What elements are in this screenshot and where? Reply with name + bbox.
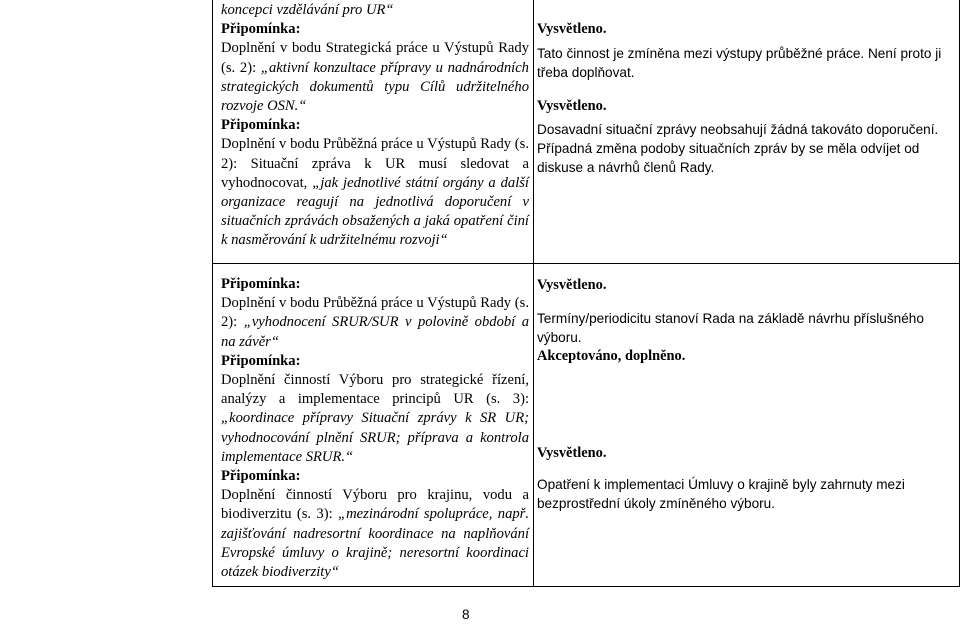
- row1-response-cell: [537, 20, 955, 177]
- comment-text: Doplnění v bodu Průběžná práce u Výstupů Rady (s. 2): „vyhodnocení SRUR/SUR v polovině období a na závěr“: [221, 295, 529, 350]
- status-text: Akceptováno, doplněno.: [537, 347, 686, 364]
- column-divider: [533, 0, 534, 587]
- row2-response-cell: [537, 276, 955, 513]
- comment-text: Doplnění činností Výboru pro strategické řízení, analýzy a implementace principů UR (s. 3): „koordinace přípravy Situační zprávy k SR UR; vyhodnocování plnění SRUR; příprava a kontrola implementace SRUR.“: [221, 372, 529, 465]
- response-label: Vysvětleno.: [537, 445, 607, 461]
- table-bottom-border: [212, 586, 960, 587]
- table-left-border: [212, 0, 213, 587]
- comment-label: Připomínka:: [221, 468, 301, 485]
- response-text: Termíny/periodicitu stanoví Rada na základě návrhu příslušného výboru.: [537, 310, 924, 345]
- comment-label: Připomínka:: [221, 117, 301, 134]
- response-text: Dosavadní situační zprávy neobsahují žádná takováto doporučení. Případná změna podoby situačních zpráv by se měla odvíjet od diskuse a návrhů členů Rady.: [537, 122, 939, 175]
- comment-label: Připomínka:: [221, 276, 301, 292]
- comment-label: Připomínka:: [221, 352, 301, 369]
- comment-label: Připomínka:: [221, 21, 301, 38]
- comment-text: Doplnění činností Výboru pro krajinu, vodu a biodiverzitu (s. 3): „mezinárodní spolupráce, např. zajišťování nadresortní koordinace na naplňování Evropské úmluvy o krajině; neresortní koordinaci otázek biodiverzity“: [221, 487, 530, 581]
- response-label: Vysvětleno.: [537, 277, 607, 293]
- response-text: Opatření k implementaci Úmluvy o krajině byly zahrnuty mezi bezprostřední úkoly zmíněného výboru.: [537, 476, 905, 511]
- row-divider: [212, 263, 960, 264]
- response-label: Vysvětleno.: [537, 97, 607, 114]
- comment-text: Doplnění v bodu Strategická práce u Výstupů Rady (s. 2): „aktivní konzultace přípravy u nadnárodních strategických dokumentů typu Cílů udržitelného rozvoje OSN.“: [221, 40, 529, 115]
- page-number: 8: [462, 607, 470, 622]
- row2-comments-cell: [221, 275, 529, 582]
- comments-table: [212, 0, 960, 587]
- row1-comments-cell: [221, 1, 529, 251]
- response-text: Tato činnost je zmíněna mezi výstupy průběžné práce. Není proto ji třeba doplňovat.: [537, 45, 942, 80]
- comment-text: Doplnění v bodu Průběžná práce u Výstupů Rady (s. 2): Situační zpráva k UR musí sledovat a vyhodnocovat, „jak jednotlivé státní orgány a další organizace reagují na jednotlivá doporučení v situačních zprávách obsažených a jaká opatření činí k nasměrování k udržitelnému rozvoji“: [221, 136, 529, 249]
- response-label: Vysvětleno.: [537, 21, 607, 37]
- intro-text: koncepci vzdělávání pro UR“: [221, 2, 394, 18]
